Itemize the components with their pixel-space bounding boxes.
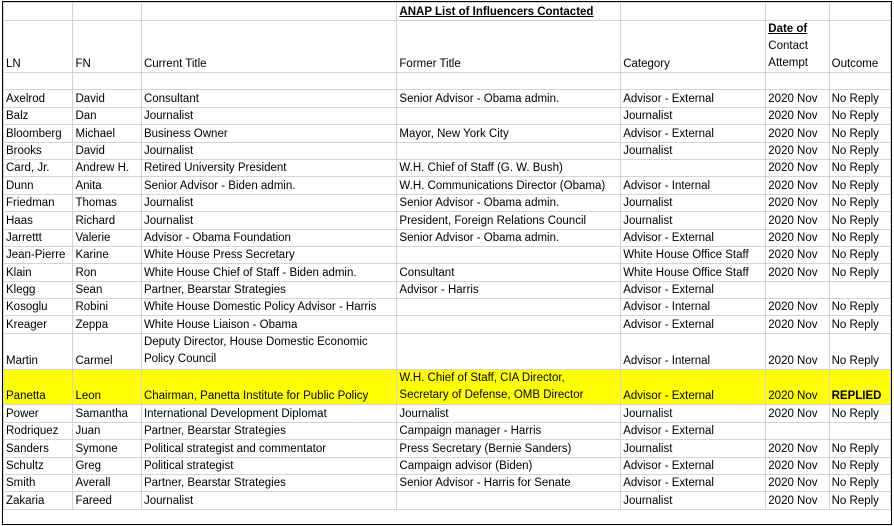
header-former-title[interactable]: Former Title [397, 21, 621, 73]
table-row [4, 212, 891, 229]
cell-former-title[interactable]: Journalist [397, 405, 621, 422]
table-row [4, 142, 891, 159]
cell-current-title[interactable]: Journalist [141, 492, 396, 509]
header-date-line1: Date of [768, 23, 808, 35]
cell-current-title[interactable]: White House Chief of Staff - Biden admin. [141, 264, 396, 281]
cell-outcome[interactable]: No Reply [829, 405, 890, 422]
cell-former-title[interactable]: W.H. Communications Director (Obama) [397, 177, 621, 194]
cell-outcome[interactable]: No Reply [829, 333, 890, 369]
cell-fn[interactable]: Michael [73, 125, 141, 142]
cell-category[interactable]: Advisor - External [621, 229, 766, 246]
cell-outcome[interactable] [829, 422, 890, 439]
cell-date[interactable]: 2020 Nov [766, 229, 829, 246]
cell-outcome[interactable]: No Reply [829, 90, 890, 107]
cell-outcome[interactable]: No Reply [829, 177, 890, 194]
cell-fn[interactable]: Valerie [73, 229, 141, 246]
cell-ln[interactable]: Panetta [4, 369, 73, 405]
cell-fn[interactable]: Andrew H. [73, 159, 141, 176]
cell-category[interactable]: Advisor - External [621, 125, 766, 142]
cell-ln[interactable]: Klain [4, 264, 73, 281]
cell-date[interactable]: 2020 Nov [766, 440, 829, 457]
header-ln[interactable]: LN [4, 21, 73, 73]
cell-category[interactable]: Journalist [621, 212, 766, 229]
cell-fn[interactable]: Sean [73, 281, 141, 298]
cell-current-title[interactable]: Retired University President [141, 159, 396, 176]
cell-fn[interactable]: Leon [73, 369, 141, 405]
cell-fn[interactable]: Fareed [73, 492, 141, 509]
cell-ln[interactable]: Sanders [4, 440, 73, 457]
cell-former-title[interactable]: Campaign manager - Harris [397, 422, 621, 439]
cell[interactable] [73, 3, 141, 21]
cell-current-title[interactable]: Journalist [141, 142, 396, 159]
table-row [4, 194, 891, 211]
cell[interactable] [397, 73, 621, 90]
cell-fn[interactable]: David [73, 142, 141, 159]
cell[interactable] [141, 3, 396, 21]
cell-category[interactable]: Journalist [621, 405, 766, 422]
cell-ln[interactable]: Kreager [4, 316, 73, 333]
cell-current-title[interactable] [141, 333, 396, 369]
cell-former-title[interactable]: President, Foreign Relations Council [397, 212, 621, 229]
cell-category[interactable] [621, 159, 766, 176]
cell-ln[interactable]: Axelrod [4, 90, 73, 107]
cell-outcome[interactable]: No Reply [829, 212, 890, 229]
header-date[interactable] [766, 21, 829, 73]
cell-current-title[interactable]: Partner, Bearstar Strategies [141, 422, 396, 439]
cell-outcome[interactable] [829, 281, 890, 298]
cell-outcome[interactable]: No Reply [829, 194, 890, 211]
table-row [4, 90, 891, 107]
cell-ln[interactable]: Card, Jr. [4, 159, 73, 176]
cell-former-title[interactable]: Campaign advisor (Biden) [397, 457, 621, 474]
cell-current-title[interactable]: Political strategist and commentator [141, 440, 396, 457]
cell[interactable] [73, 73, 141, 90]
cell-date[interactable]: 2020 Nov [766, 212, 829, 229]
cell-former-title[interactable] [397, 107, 621, 124]
cell[interactable] [621, 73, 766, 90]
cell-ln[interactable]: Schultz [4, 457, 73, 474]
cell-fn[interactable]: Karine [73, 246, 141, 263]
cell-fn[interactable]: Averall [73, 475, 141, 492]
table-row [4, 246, 891, 263]
cell-category[interactable]: White House Office Staff [621, 264, 766, 281]
table-row [4, 316, 891, 333]
header-category[interactable]: Category [621, 21, 766, 73]
cell-fn[interactable]: Anita [73, 177, 141, 194]
cell-date[interactable]: 2020 Nov [766, 264, 829, 281]
header-row [4, 21, 891, 73]
cell[interactable] [4, 3, 73, 21]
cell-ln[interactable]: Friedman [4, 194, 73, 211]
cell-category[interactable]: Journalist [621, 142, 766, 159]
cell-category[interactable]: White House Office Staff [621, 246, 766, 263]
cell-outcome[interactable]: No Reply [829, 107, 890, 124]
cell-former-title[interactable] [397, 333, 621, 369]
cell[interactable] [766, 3, 829, 21]
table-row [4, 457, 891, 474]
cell-category[interactable]: Advisor - Internal [621, 333, 766, 369]
table-row [4, 333, 891, 369]
cell-outcome[interactable]: No Reply [829, 229, 890, 246]
cell-outcome[interactable]: No Reply [829, 475, 890, 492]
header-outcome[interactable]: Outcome [829, 21, 890, 73]
table-row [4, 299, 891, 316]
cell-ln[interactable]: Haas [4, 212, 73, 229]
cell-current-title[interactable]: Partner, Bearstar Strategies [141, 281, 396, 298]
former-title-line1: W.H. Chief of Staff, CIA Director, [399, 371, 565, 384]
current-title-line1: Deputy Director, House Domestic Economic [143, 335, 368, 348]
cell-outcome[interactable]: No Reply [829, 125, 890, 142]
cell-date[interactable]: 2020 Nov [766, 369, 829, 405]
table-row [4, 159, 891, 176]
cell-fn[interactable]: Thomas [73, 194, 141, 211]
cell-former-title[interactable]: Senior Advisor - Obama admin. [397, 194, 621, 211]
sheet-title[interactable]: ANAP List of Influencers Contacted [397, 3, 621, 21]
cell-category[interactable]: Advisor - External [621, 475, 766, 492]
table-row [4, 440, 891, 457]
cell-current-title[interactable]: Business Owner [141, 125, 396, 142]
former-title-line2: Secretary of Defense, OMB Director [399, 389, 584, 402]
header-date-line3: Attempt [768, 57, 808, 69]
cell-former-title[interactable] [397, 246, 621, 263]
cell-fn[interactable]: David [73, 90, 141, 107]
current-title-line2: Policy Council [143, 353, 217, 366]
cell-ln[interactable]: Smith [4, 475, 73, 492]
cell-current-title[interactable]: Senior Advisor - Biden admin. [141, 177, 396, 194]
cell-current-title[interactable]: Political strategist [141, 457, 396, 474]
cell-fn[interactable]: Dan [73, 107, 141, 124]
cell-category[interactable]: Advisor - External [621, 281, 766, 298]
cell-former-title[interactable]: W.H. Chief of Staff (G. W. Bush) [397, 159, 621, 176]
cell-ln[interactable]: Jarrettt [4, 229, 73, 246]
cell-date[interactable]: 2020 Nov [766, 333, 829, 369]
table-row [4, 107, 891, 124]
cell-fn[interactable]: Richard [73, 212, 141, 229]
cell-outcome[interactable]: REPLIED [829, 369, 890, 405]
cell[interactable] [829, 73, 890, 90]
cell-date[interactable]: 2020 Nov [766, 405, 829, 422]
cell-category[interactable]: Advisor - External [621, 457, 766, 474]
cell-current-title[interactable]: Advisor - Obama Foundation [141, 229, 396, 246]
cell-ln[interactable]: Jean-Pierre [4, 246, 73, 263]
table-row [4, 422, 891, 439]
cell-date[interactable] [766, 281, 829, 298]
cell-category[interactable]: Journalist [621, 440, 766, 457]
cell[interactable] [829, 3, 890, 21]
cell-date[interactable]: 2020 Nov [766, 177, 829, 194]
cell-category[interactable]: Journalist [621, 492, 766, 509]
table-row-highlighted [4, 369, 891, 405]
cell-date[interactable]: 2020 Nov [766, 194, 829, 211]
cell-current-title[interactable]: International Development Diplomat [141, 405, 396, 422]
table-row [4, 125, 891, 142]
header-fn[interactable]: FN [73, 21, 141, 73]
table-row [4, 475, 891, 492]
table-row [4, 177, 891, 194]
cell-current-title[interactable]: Journalist [141, 194, 396, 211]
influencers-table [3, 2, 891, 510]
cell-date[interactable]: 2020 Nov [766, 457, 829, 474]
cell-fn[interactable]: Greg [73, 457, 141, 474]
cell-date[interactable]: 2020 Nov [766, 246, 829, 263]
table-row [4, 405, 891, 422]
cell-former-title[interactable] [397, 316, 621, 333]
cell-outcome[interactable]: No Reply [829, 264, 890, 281]
cell-former-title[interactable]: Press Secretary (Bernie Sanders) [397, 440, 621, 457]
cell-former-title[interactable]: Consultant [397, 264, 621, 281]
cell-outcome[interactable]: No Reply [829, 457, 890, 474]
cell-category[interactable]: Advisor - External [621, 422, 766, 439]
cell-date[interactable]: 2020 Nov [766, 90, 829, 107]
cell-date[interactable]: 2020 Nov [766, 107, 829, 124]
cell-outcome[interactable]: No Reply [829, 316, 890, 333]
cell-fn[interactable]: Zeppa [73, 316, 141, 333]
table-row [4, 281, 891, 298]
table-row [4, 492, 891, 509]
cell-former-title[interactable]: Senior Advisor - Obama admin. [397, 90, 621, 107]
header-date-line2: Contact [768, 40, 808, 52]
cell[interactable] [141, 73, 396, 90]
cell[interactable] [766, 73, 829, 90]
cell-former-title[interactable] [397, 369, 621, 405]
table-row [4, 264, 891, 281]
cell-date[interactable]: 2020 Nov [766, 125, 829, 142]
cell-ln[interactable]: Klegg [4, 281, 73, 298]
cell-outcome[interactable]: No Reply [829, 159, 890, 176]
cell-current-title[interactable]: Chairman, Panetta Institute for Public Policy [141, 369, 396, 405]
cell-fn[interactable]: Samantha [73, 405, 141, 422]
cell-ln[interactable]: Rodriquez [4, 422, 73, 439]
cell-category[interactable]: Advisor - Internal [621, 177, 766, 194]
cell-former-title[interactable]: Senior Advisor - Harris for Senate [397, 475, 621, 492]
cell-former-title[interactable] [397, 492, 621, 509]
cell-outcome[interactable]: No Reply [829, 246, 890, 263]
cell-former-title[interactable] [397, 299, 621, 316]
cell-outcome[interactable]: No Reply [829, 492, 890, 509]
cell-date[interactable]: 2020 Nov [766, 159, 829, 176]
table-row [4, 229, 891, 246]
cell-former-title[interactable] [397, 142, 621, 159]
cell-ln[interactable]: Zakaria [4, 492, 73, 509]
cell-current-title[interactable]: Journalist [141, 212, 396, 229]
cell[interactable] [4, 73, 73, 90]
cell-fn[interactable]: Juan [73, 422, 141, 439]
cell-current-title[interactable]: Journalist [141, 107, 396, 124]
cell-fn[interactable]: Robini [73, 299, 141, 316]
cell-ln[interactable]: Brooks [4, 142, 73, 159]
cell-category[interactable]: Advisor - External [621, 316, 766, 333]
cell-former-title[interactable]: Advisor - Harris [397, 281, 621, 298]
cell-date[interactable]: 2020 Nov [766, 299, 829, 316]
cell[interactable] [621, 3, 766, 21]
cell-current-title[interactable]: Partner, Bearstar Strategies [141, 475, 396, 492]
cell-category[interactable]: Journalist [621, 107, 766, 124]
cell-date[interactable]: 2020 Nov [766, 316, 829, 333]
cell-ln[interactable]: Balz [4, 107, 73, 124]
cell-current-title[interactable]: White House Liaison - Obama [141, 316, 396, 333]
cell-ln[interactable]: Martin [4, 333, 73, 369]
cell-current-title[interactable]: White House Domestic Policy Advisor - Harris [141, 299, 396, 316]
cell-category[interactable]: Advisor - Internal [621, 299, 766, 316]
spreadsheet [2, 1, 892, 525]
cell-category[interactable]: Advisor - External [621, 90, 766, 107]
cell-former-title[interactable]: Mayor, New York City [397, 125, 621, 142]
cell-outcome[interactable]: No Reply [829, 142, 890, 159]
cell-ln[interactable]: Kosoglu [4, 299, 73, 316]
cell-date[interactable]: 2020 Nov [766, 142, 829, 159]
header-current-title[interactable]: Current Title [141, 21, 396, 73]
cell-fn[interactable]: Carmel [73, 333, 141, 369]
cell-category[interactable]: Advisor - External [621, 369, 766, 405]
cell-ln[interactable]: Dunn [4, 177, 73, 194]
cell-date[interactable]: 2020 Nov [766, 492, 829, 509]
cell-ln[interactable]: Power [4, 405, 73, 422]
cell-date[interactable]: 2020 Nov [766, 475, 829, 492]
cell-fn[interactable]: Ron [73, 264, 141, 281]
cell-current-title[interactable]: White House Press Secretary [141, 246, 396, 263]
cell-ln[interactable]: Bloomberg [4, 125, 73, 142]
cell-current-title[interactable]: Consultant [141, 90, 396, 107]
cell-category[interactable]: Journalist [621, 194, 766, 211]
cell-outcome[interactable]: No Reply [829, 299, 890, 316]
cell-outcome[interactable]: No Reply [829, 440, 890, 457]
cell-fn[interactable]: Symone [73, 440, 141, 457]
cell-date[interactable] [766, 422, 829, 439]
cell-former-title[interactable]: Senior Advisor - Obama admin. [397, 229, 621, 246]
